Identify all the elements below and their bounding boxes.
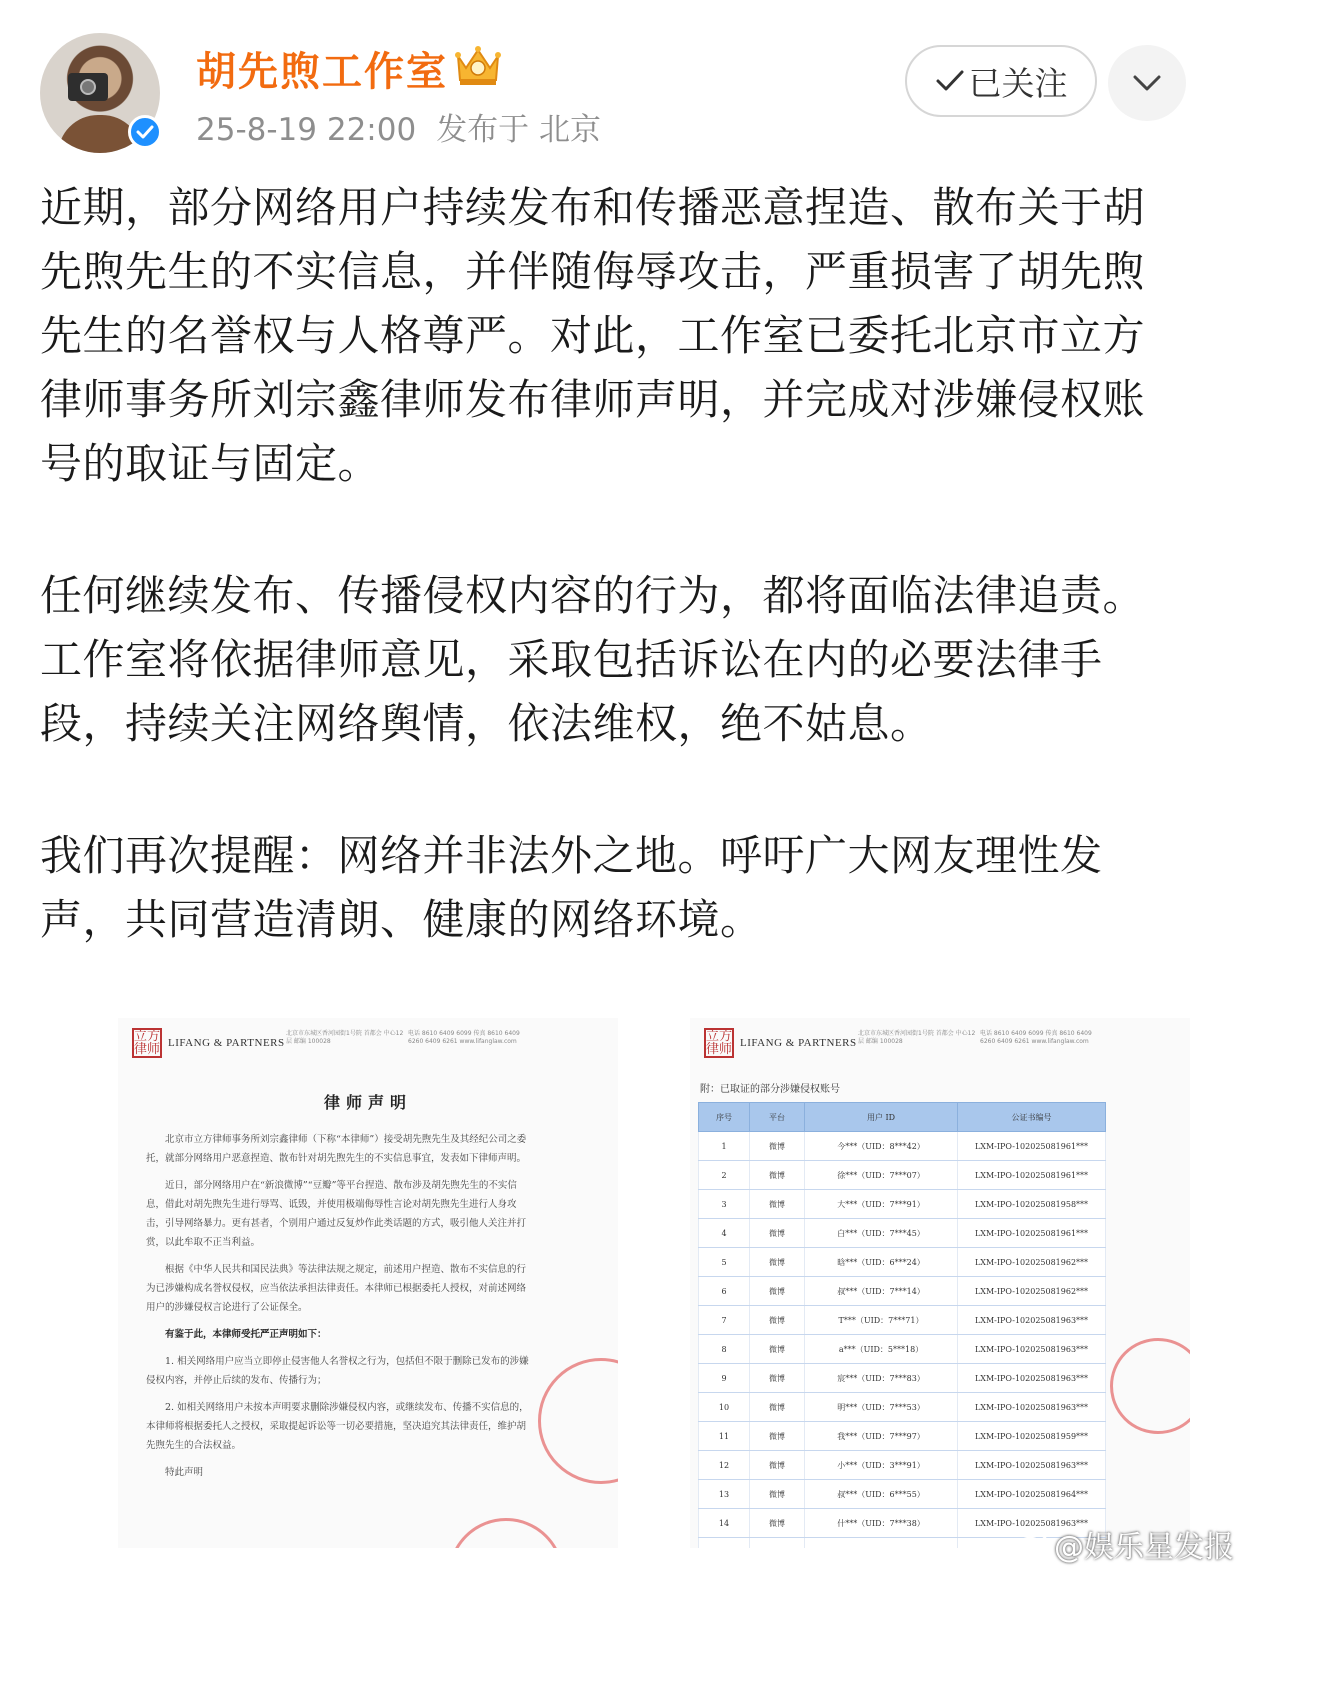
watermark xyxy=(1016,1522,1234,1566)
avatar-camera xyxy=(68,73,108,101)
table-cell: LXM-IPO-102025081961*** xyxy=(958,1161,1106,1190)
table-cell: 2 xyxy=(699,1161,750,1190)
firm-address: 北京市东城区香河园街1号院 首都会 中心12层 邮编 100028 xyxy=(286,1030,404,1045)
username[interactable]: 胡先煦工作室 xyxy=(196,49,448,95)
table-row xyxy=(699,1248,1106,1277)
chevron-down-icon xyxy=(1132,74,1162,92)
table-cell: 微博 xyxy=(750,1190,805,1219)
table-cell: LXM-IPO-102025081959*** xyxy=(958,1422,1106,1451)
table-cell: LXM-IPO-102025081962*** xyxy=(958,1248,1106,1277)
table-cell: 微博 xyxy=(750,1219,805,1248)
document-paragraph: 有鉴于此，本律师受托严正声明如下： xyxy=(165,1329,327,1340)
firm-contact: 电话 8610 6409 6099 传真 8610 6409 6260 6409 6261 www.lifanglaw.com xyxy=(408,1030,520,1045)
column-header: 用户 ID xyxy=(805,1103,958,1132)
table-cell: 微博 xyxy=(750,1393,805,1422)
table-row xyxy=(699,1451,1106,1480)
table-row xyxy=(699,1190,1106,1219)
table-cell: 10 xyxy=(699,1393,750,1422)
table-cell: 11 xyxy=(699,1422,750,1451)
table-cell: 微博 xyxy=(750,1422,805,1451)
document-paragraph: 2. 如相关网络用户未按本声明要求删除涉嫌侵权内容，或继续发布、传播不实信息的，本律师将根据委托人之授权，采取提起诉讼等一切必要措施，坚决追究其法律责任，维护胡先煦先生的合法权益。 xyxy=(146,1402,529,1451)
table-cell: 微博 xyxy=(750,1132,805,1161)
table-row xyxy=(699,1393,1106,1422)
check-icon xyxy=(935,69,965,93)
law-firm-seal xyxy=(538,1358,618,1484)
document-paragraph: 北京市立方律师事务所刘宗鑫律师（下称“本律师”）接受胡先煦先生及其经纪公司之委托，就部分网络用户恶意捏造、散布针对胡先煦先生的不实信息事宜，发表如下律师声明。 xyxy=(146,1134,527,1164)
firm-name: LIFANG & PARTNERS xyxy=(168,1037,285,1049)
table-cell: LXM-IPO-102025081963*** xyxy=(958,1335,1106,1364)
table-caption: 附：已取证的部分涉嫌侵权账号 xyxy=(700,1084,840,1095)
table-cell: 我***（UID：7***97） xyxy=(805,1422,958,1451)
table-cell: 微博 xyxy=(750,1161,805,1190)
table-cell: 7 xyxy=(699,1306,750,1335)
table-cell: 白***（UID：7***45） xyxy=(805,1219,958,1248)
law-firm-seal xyxy=(448,1518,564,1548)
crown-icon[interactable] xyxy=(452,42,504,88)
document-paragraph: 近日，部分网络用户在“新浪微博”“豆瓣”等平台捏造、散布涉及胡先煦先生的不实信息，借此对胡先煦先生进行辱骂、诋毁，并使用极端侮辱性言论对胡先煦先生进行人身攻击，引导网络暴力。更有甚者，个别用户通过反复炒作此类话题的方式，吸引他人关注并打赏，以此牟取不正当利益。 xyxy=(146,1180,527,1248)
table-cell: 徐***（UID：7***07） xyxy=(805,1161,958,1190)
table-cell xyxy=(805,1538,958,1549)
table-cell: 8 xyxy=(699,1335,750,1364)
table-cell: LXM-IPO-102025081964*** xyxy=(958,1480,1106,1509)
lawyer-statement-image[interactable] xyxy=(118,1018,618,1548)
post-location: 发布于 北京 xyxy=(436,112,602,148)
table-cell: 叔***（UID：6***55） xyxy=(805,1480,958,1509)
table-row xyxy=(699,1364,1106,1393)
table-row xyxy=(699,1161,1106,1190)
document-title: 律师声明 xyxy=(323,1093,412,1112)
accounts-table-body xyxy=(699,1132,1106,1549)
table-cell: 5 xyxy=(699,1248,750,1277)
table-cell: 晗***（UID：6***24） xyxy=(805,1248,958,1277)
table-row xyxy=(699,1422,1106,1451)
verified-icon xyxy=(128,115,162,149)
post-paragraph: 近期，部分网络用户持续发布和传播恶意捏造、散布关于胡先煦先生的不实信息，并伴随侮辱攻击，严重损害了胡先煦先生的名誉权与人格尊严。对此，工作室已委托北京市立方律师事务所刘宗鑫律师发布律师声明，并完成对涉嫌侵权账号的取证与固定。 xyxy=(40,183,1146,488)
table-cell: 微博 xyxy=(750,1451,805,1480)
firm-header xyxy=(704,1028,857,1058)
table-cell: 微博 xyxy=(750,1277,805,1306)
table-cell: 13 xyxy=(699,1480,750,1509)
column-header: 公证书编号 xyxy=(958,1103,1106,1132)
post-body xyxy=(40,176,1150,1020)
column-header: 序号 xyxy=(699,1103,750,1132)
table-cell: a***（UID：5***18） xyxy=(805,1335,958,1364)
table-cell: 什***（UID：7***38） xyxy=(805,1509,958,1538)
table-cell: 微博 xyxy=(750,1248,805,1277)
table-cell xyxy=(699,1538,750,1549)
document-paragraph: 特此声明 xyxy=(165,1467,204,1478)
table-cell: LXM-IPO-102025081963*** xyxy=(958,1451,1106,1480)
table-cell: 3 xyxy=(699,1190,750,1219)
table-cell: 微博 xyxy=(750,1509,805,1538)
accounts-table xyxy=(698,1102,1106,1548)
table-cell: 宸***（UID：7***83） xyxy=(805,1364,958,1393)
table-cell: 6 xyxy=(699,1277,750,1306)
table-cell: 微博 xyxy=(750,1335,805,1364)
table-cell: LXM-IPO-102025081963*** xyxy=(958,1509,1106,1538)
document-body xyxy=(146,1130,530,1490)
table-cell: 大***（UID：7***91） xyxy=(805,1190,958,1219)
table-cell: 今***（UID：8***42） xyxy=(805,1132,958,1161)
firm-address: 北京市东城区香河园街1号院 首都会 中心12层 邮编 100028 xyxy=(858,1030,976,1045)
follow-button-label: 已关注 xyxy=(968,63,1068,103)
table-cell: 小***（UID：3***91） xyxy=(805,1451,958,1480)
table-cell: LXM-IPO-102025081962*** xyxy=(958,1277,1106,1306)
post-timestamp: 25-8-19 22:00 xyxy=(196,112,417,148)
table-cell: 9 xyxy=(699,1364,750,1393)
table-cell: LXM-IPO-102025081963*** xyxy=(958,1306,1106,1335)
table-cell: T***（UID：7***71） xyxy=(805,1306,958,1335)
firm-contact: 电话 8610 6409 6099 传真 8610 6409 6260 6409 6261 www.lifanglaw.com xyxy=(980,1030,1092,1045)
table-row xyxy=(699,1480,1106,1509)
table-cell: 叔***（UID：7***14） xyxy=(805,1277,958,1306)
firm-logo: 立方律师 xyxy=(706,1029,733,1057)
table-cell: 明***（UID：7***53） xyxy=(805,1393,958,1422)
table-row xyxy=(699,1219,1106,1248)
table-cell: LXM-IPO-102025081961*** xyxy=(958,1219,1106,1248)
table-cell: LXM-IPO-102025081963*** xyxy=(958,1393,1106,1422)
post-paragraph: 任何继续发布、传播侵权内容的行为，都将面临法律追责。工作室将依据律师意见，采取包括诉讼在内的必要法律手段，持续关注网络舆情，依法维权，绝不姑息。 xyxy=(40,571,1146,748)
table-cell xyxy=(750,1538,805,1549)
table-cell: 4 xyxy=(699,1219,750,1248)
document-paragraph: 1. 相关网络用户应当立即停止侵害他人名誉权之行为，包括但不限于删除已发布的涉嫌侵权内容，并停止后续的发布、传播行为； xyxy=(146,1356,529,1386)
post-meta xyxy=(196,104,601,149)
table-header-row xyxy=(699,1103,1106,1132)
table-cell: 微博 xyxy=(750,1306,805,1335)
firm-header xyxy=(132,1028,285,1058)
firm-logo: 立方律师 xyxy=(134,1029,161,1057)
column-header: 平台 xyxy=(750,1103,805,1132)
account-list-image[interactable] xyxy=(690,1018,1190,1548)
document-paragraph: 根据《中华人民共和国民法典》等法律法规之规定，前述用户捏造、散布不实信息的行为已涉嫌构成名誉权侵权，应当依法承担法律责任。本律师已根据委托人授权，对前述网络用户的涉嫌侵权言论进行了公证保全。 xyxy=(146,1264,527,1313)
firm-name: LIFANG & PARTNERS xyxy=(740,1037,857,1049)
table-cell: LXM-IPO-102025081961*** xyxy=(958,1132,1106,1161)
table-cell: LXM-IPO-102025081963*** xyxy=(958,1364,1106,1393)
table-cell: 微博 xyxy=(750,1480,805,1509)
table-cell: 14 xyxy=(699,1509,750,1538)
table-cell: 微博 xyxy=(750,1364,805,1393)
post-paragraph: 我们再次提醒：网络并非法外之地。呼吁广大网友理性发声，共同营造清朗、健康的网络环境。 xyxy=(40,831,1103,944)
table-row xyxy=(699,1132,1106,1161)
table-cell: LXM-IPO-102025081958*** xyxy=(958,1190,1106,1219)
follow-button[interactable] xyxy=(905,45,1097,117)
table-row xyxy=(699,1335,1106,1364)
watermark-text: @娱乐星发报 xyxy=(1054,1530,1234,1565)
table-row xyxy=(699,1306,1106,1335)
table-cell: 12 xyxy=(699,1451,750,1480)
table-cell: 1 xyxy=(699,1132,750,1161)
weibo-icon xyxy=(1016,1530,1050,1558)
more-options-button[interactable] xyxy=(1108,45,1186,121)
law-firm-seal xyxy=(1110,1338,1190,1434)
table-row xyxy=(699,1277,1106,1306)
